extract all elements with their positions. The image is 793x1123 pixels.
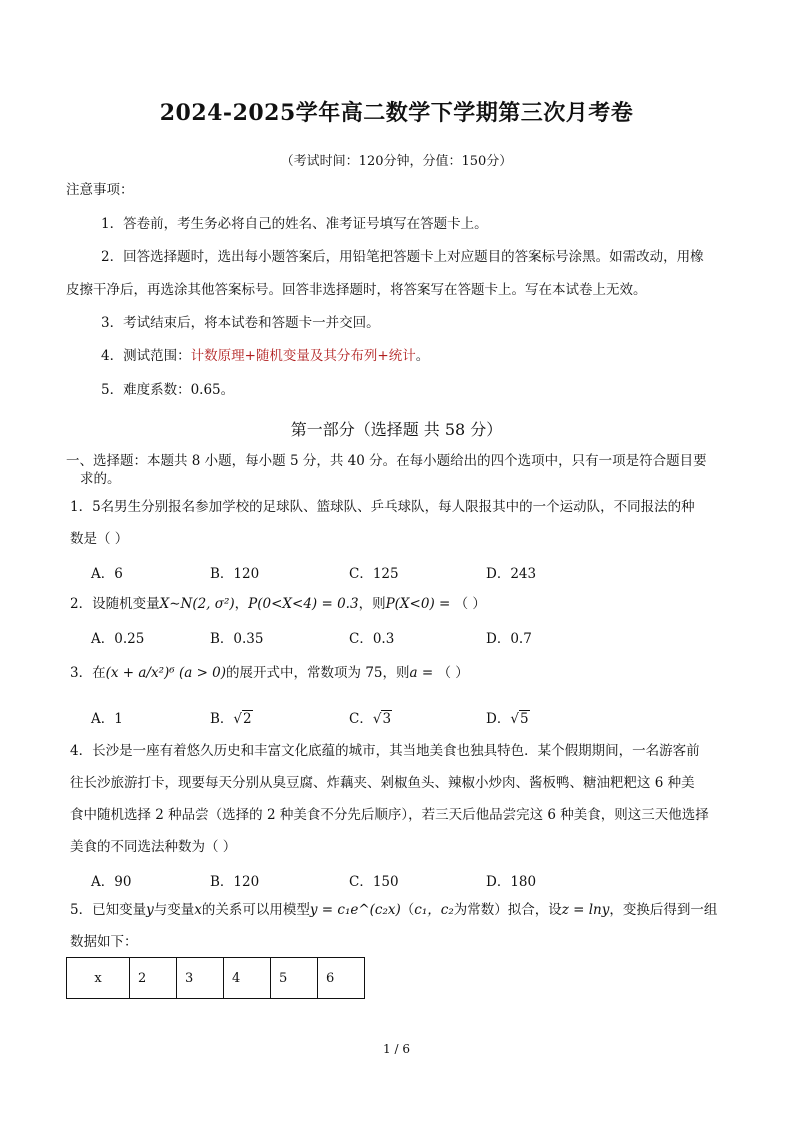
table-cell: 3 [177, 958, 224, 999]
q3-variable: a = [409, 665, 438, 681]
question-2: 2．设随机变量X∼N(2, σ²)，P(0<X<4) = 0.3，则P(X<0) = （ ） [70, 596, 486, 612]
note-5: 5．难度系数：0.65。 [101, 382, 235, 398]
q5-model: y = c₁e^(c₂x) [309, 902, 401, 918]
exam-info: （考试时间：120分钟，分值：150分） [280, 154, 513, 169]
q4-option-c: C．150 [349, 874, 399, 890]
q1-option-a: A．6 [91, 566, 123, 582]
q3-option-d: D．√5 [486, 711, 529, 727]
question-5-line2: 数据如下： [70, 934, 138, 950]
document-title: 2024-2025学年高二数学下学期第三次月考卷 [159, 100, 634, 126]
q2-option-a: A．0.25 [91, 631, 145, 647]
section-title: 第一部分（选择题 共 58 分） [290, 420, 503, 439]
notes-heading: 注意事项： [66, 182, 134, 198]
q4-option-d: D．180 [486, 874, 537, 890]
q1-option-c: C．125 [349, 566, 399, 582]
q3-option-c: C．√3 [349, 711, 392, 727]
table-cell: 4 [224, 958, 271, 999]
q1-option-d: D．243 [486, 566, 537, 582]
data-table [66, 957, 365, 999]
q2-option-c: C．0.3 [349, 631, 395, 647]
part-intro-line1: 一、选择题：本题共 8 小题，每小题 5 分，共 40 分。在每小题给出的四个选项中，只有一项是符合题目要 [66, 453, 707, 469]
q1-option-b: B．120 [210, 566, 260, 582]
question-4-line3: 食中随机选择 2 种品尝（选择的 2 种美食不分先后顺序），若三天后他品尝完这 6 种美食，则这三天他选择 [70, 807, 709, 823]
question-4-line1: 4．长沙是一座有着悠久历史和丰富文化底蕴的城市，其当地美食也独具特色．某个假期期间，一名游客前 [70, 743, 700, 759]
note-4: 4．测试范围：计数原理+随机变量及其分布列+统计。 [101, 348, 430, 364]
q2-option-b: B．0.35 [210, 631, 264, 647]
table-cell: 6 [318, 958, 365, 999]
question-4-line4: 美食的不同选法种数为（ ） [70, 839, 237, 855]
question-4-line2: 往长沙旅游打卡，现要每天分别从臭豆腐、炸藕夹、剁椒鱼头、辣椒小炒肉、酱板鸭、糖油粑粑这 6 种美 [70, 775, 695, 791]
q5-substitution: z = lny [561, 902, 610, 918]
note-3: 3．考试结束后，将本试卷和答题卡一并交回。 [101, 315, 380, 331]
q3-option-b: B．√2 [210, 711, 252, 727]
page-number: 1 / 6 [383, 1042, 410, 1056]
part-intro-line2: 求的。 [80, 471, 121, 487]
question-3: 3．在(x + a/x²)⁶ (a > 0)的展开式中，常数项为 75，则a = （ ） [70, 665, 469, 681]
q4-option-a: A．90 [91, 874, 132, 890]
q3-expression: (x + a/x²)⁶ (a > 0) [105, 665, 227, 681]
question-1-line2: 数是（ ） [70, 531, 129, 547]
note-1: 1．答卷前，考生务必将自己的姓名、准考证号填写在答题卡上。 [101, 216, 488, 232]
q3-option-a: A．1 [91, 711, 123, 727]
table-cell: 2 [130, 958, 177, 999]
table-cell: 5 [271, 958, 318, 999]
q2-distribution: X∼N(2, σ²) [159, 596, 235, 612]
note-2-line1: 2．回答选择题时，选出每小题答案后，用铅笔把答题卡上对应题目的答案标号涂黑。如需改动，用橡 [101, 249, 704, 265]
question-1-line1: 1．5名男生分别报名参加学校的足球队、篮球队、乒乓球队，每人限报其中的一个运动队，不同报法的种 [70, 499, 695, 515]
note-2-line2: 皮擦干净后，再选涂其他答案标号。回答非选择题时，将答案写在答题卡上。写在本试卷上无效。 [66, 282, 647, 298]
q2-option-d: D．0.7 [486, 631, 532, 647]
q4-option-b: B．120 [210, 874, 260, 890]
q2-probability: P(0<X<4) = 0.3 [248, 596, 359, 612]
table-row [67, 958, 365, 999]
question-5-line1: 5．已知变量y与变量x的关系可以用模型y = c₁e^(c₂x)（c₁，c₂为常数）拟合，设z = lny，变换后得到一组 [70, 902, 718, 918]
table-header-cell: x [67, 958, 130, 999]
q2-target: P(X<0) = [385, 596, 455, 612]
test-scope: 计数原理+随机变量及其分布列+统计 [190, 348, 416, 364]
